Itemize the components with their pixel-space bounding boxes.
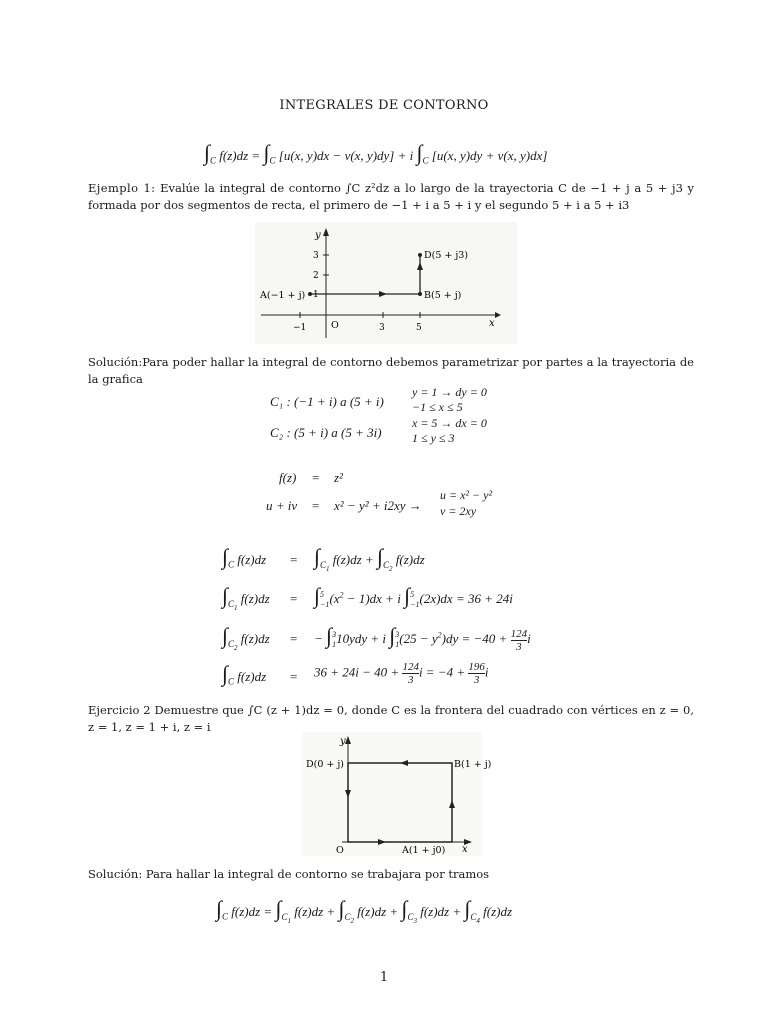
integral-line-1-equals: = [290, 552, 298, 567]
uv-equals: = [312, 498, 320, 513]
integral-line-1-rhs: $\int_{C_1}$ $f(z)dz + \int_{C_2}$ f(z)dz [314, 544, 425, 573]
u-definition: u = x² − y² [440, 488, 493, 502]
graph1-x-label: x [489, 318, 495, 329]
integral-line-4-equals: = [290, 669, 298, 684]
graph2-point-B: B(1 + j) [454, 759, 492, 770]
integral-line-3-rhs: − ∫3 110ydy + i ∫3 $1(25 - y^2)dy = -40$ + 124 3i [314, 623, 531, 653]
graph1-tick-y: 2 [313, 271, 319, 281]
graph1-tick-x: 3 [379, 323, 385, 333]
example1-graph [255, 222, 517, 344]
exercise2-text: Demuestre que ∫C (z + 1)dz = 0, donde C es la frontera del cuadrado con vértices en z = 0, z = 1, z = 1 + i, z = i [88, 703, 694, 734]
uv-rhs: x² − y² + i2xy → [334, 498, 422, 513]
page-number: 1 [379, 970, 389, 985]
graph1-point-B: B(5 + j) [424, 290, 462, 301]
solution1-intro: Solución:Para poder hallar la integral de contorno debemos parametrizar por partes a la trayectoria de la grafica [88, 355, 694, 386]
solution2-intro: Solución: Para hallar la integral de contorno se trabajara por tramos [88, 867, 490, 881]
graph2-point-A: A(1 + j0) [402, 845, 446, 856]
integral-line-1: $\int_C$ f(z)dz [222, 544, 267, 570]
integral-line-2: $\int_{C_1}$ f(z)dz [222, 583, 270, 612]
graph1-origin: O [331, 320, 339, 331]
c2-condition-1: x = 5 → dx = 0 [412, 416, 487, 430]
v-definition: v = 2xy [440, 504, 477, 518]
integral-line-4-rhs: 36 + 24i − 40 + 124 3i = −4 + 196 3i [314, 661, 489, 686]
graph1-y-label: y [315, 230, 321, 241]
c1-condition-1: y = 1 → dy = 0 [412, 385, 487, 399]
integral-line-3-equals: = [290, 631, 298, 646]
fz-rhs: z² [334, 470, 343, 485]
c2-condition-2: 1 ≤ y ≤ 3 [412, 431, 455, 445]
exercise2-heading: Ejercicio 2 [88, 703, 151, 717]
integral-line-3: $\int_{C_2}$ f(z)dz [222, 623, 270, 652]
graph1-tick-x: −1 [293, 323, 307, 333]
main-formula: $\int_C$ $f(z)dz = \int_C$ [u(x, y)dx − v(x, y)dy] + i $\int_C$ [u(x, y)dy + v(x, y)dx] [204, 140, 548, 166]
graph1-point-A: A(−1 + j) [260, 290, 306, 301]
integral-line-4: $\int_C$ f(z)dz [222, 661, 267, 687]
graph2-x-label: x [462, 844, 468, 855]
graph2-origin: O [336, 845, 344, 856]
graph1-tick-y: 3 [313, 251, 319, 261]
exercise2-paragraph [88, 702, 694, 736]
c1-condition-2: −1 ≤ x ≤ 5 [412, 400, 463, 414]
graph2-point-D: D(0 + j) [306, 759, 345, 770]
page-title: INTEGRALES DE CONTORNO [279, 98, 489, 113]
integral-line-2-rhs: ∫5 $-1(x^2 - 1)dx + i$ ∫5 −1(2x)dx = 36 + 24i [314, 583, 513, 610]
fz-equals: = [312, 470, 320, 485]
example1-text: Evalúe la integral de contorno ∫C z²dz a lo largo de la trayectoria C de −1 + j a 5 + j3 y formada por dos segmentos de recta, el primero de −1 + i a 5 + i y el segundo 5 + i a 5 + i3 [88, 181, 694, 212]
example1-paragraph [88, 180, 694, 214]
fz-lhs: f(z) [279, 470, 297, 485]
solution2-formula: $\int_C$ $f(z)dz = \int_{C_1}$ $f(z)dz + \int_{C_2}$ $f(z)dz + \int_{C_3}$ $f(z)dz + \int_{C_4}$ f(z)dz [216, 896, 513, 925]
graph1-tick-y: 1 [313, 290, 319, 300]
graph1-point-D: D(5 + j3) [424, 250, 469, 261]
exercise2-graph [302, 732, 492, 856]
graph1-tick-x: 5 [416, 323, 422, 333]
c2-definition: C₂ : (5 + i) a (5 + 3i) [270, 425, 382, 440]
example1-heading: Ejemplo 1: [88, 181, 156, 195]
c1-definition: C₁ : (−1 + i) a (5 + i) [270, 394, 384, 409]
graph2-y-label: y [340, 736, 346, 747]
integral-line-2-equals: = [290, 591, 298, 606]
uv-lhs: u + iv [266, 498, 298, 513]
